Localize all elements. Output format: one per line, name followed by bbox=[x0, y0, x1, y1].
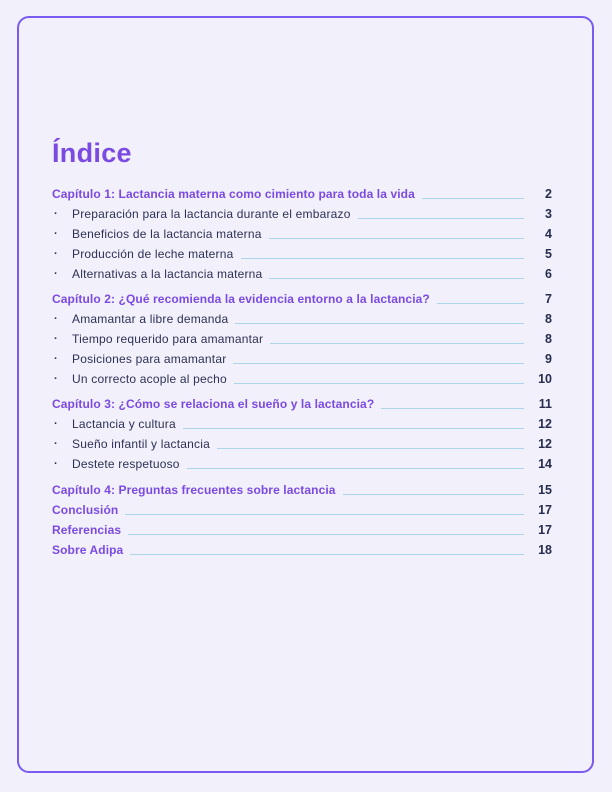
leader-line bbox=[381, 408, 524, 409]
item-label: Lactancia y cultura bbox=[72, 417, 176, 431]
page-number: 17 bbox=[538, 503, 552, 517]
toc-row-item bbox=[52, 264, 552, 284]
item-label: Destete respetuoso bbox=[72, 457, 180, 471]
page-number: 15 bbox=[538, 483, 552, 497]
page-number: 8 bbox=[545, 332, 552, 346]
toc-row-item bbox=[52, 414, 552, 434]
leader-line bbox=[270, 343, 524, 344]
leader-line bbox=[130, 554, 524, 555]
page-number: 10 bbox=[538, 372, 552, 386]
standalone-heading: Referencias bbox=[52, 523, 122, 537]
page-number: 17 bbox=[538, 523, 552, 537]
page-number: 8 bbox=[545, 312, 552, 326]
leader-line bbox=[125, 514, 524, 515]
bullet-icon: · bbox=[54, 458, 58, 470]
item-label: Un correcto acople al pecho bbox=[72, 372, 227, 386]
item-label: Preparación para la lactancia durante el embarazo bbox=[72, 207, 351, 221]
toc-row-standalone bbox=[52, 520, 552, 540]
item-label: Amamantar a libre demanda bbox=[72, 312, 229, 326]
toc-row-item bbox=[52, 204, 552, 224]
toc-row-item bbox=[52, 434, 552, 454]
toc-row-chapter bbox=[52, 289, 552, 309]
leader-line bbox=[343, 494, 524, 495]
page-number: 5 bbox=[545, 247, 552, 261]
leader-line bbox=[187, 468, 524, 469]
leader-line bbox=[269, 238, 524, 239]
leader-line bbox=[233, 363, 524, 364]
bullet-icon: · bbox=[54, 418, 58, 430]
toc-content bbox=[52, 136, 552, 560]
page-number: 14 bbox=[538, 457, 552, 471]
leader-line bbox=[269, 278, 524, 279]
bullet-icon: · bbox=[54, 438, 58, 450]
leader-line bbox=[128, 534, 524, 535]
toc-row-chapter bbox=[52, 394, 552, 414]
toc-row-item bbox=[52, 224, 552, 244]
standalone-heading: Sobre Adipa bbox=[52, 543, 124, 557]
page-number: 2 bbox=[545, 187, 552, 201]
bullet-icon: · bbox=[54, 333, 58, 345]
item-label: Posiciones para amamantar bbox=[72, 352, 227, 366]
toc-row-item bbox=[52, 329, 552, 349]
page-number: 3 bbox=[545, 207, 552, 221]
chapter-heading: Capítulo 2: ¿Qué recomienda la evidencia entorno a la lactancia? bbox=[52, 292, 430, 306]
bullet-icon: · bbox=[54, 268, 58, 280]
item-label: Producción de leche materna bbox=[72, 247, 234, 261]
bullet-icon: · bbox=[54, 248, 58, 260]
page-number: 9 bbox=[545, 352, 552, 366]
page-title: Índice bbox=[52, 138, 132, 168]
leader-line bbox=[241, 258, 525, 259]
page-number: 18 bbox=[538, 543, 552, 557]
chapter-heading: Capítulo 1: Lactancia materna como cimiento para toda la vida bbox=[52, 187, 415, 201]
chapter-heading: Capítulo 4: Preguntas frecuentes sobre lactancia bbox=[52, 483, 336, 497]
toc-row-chapter bbox=[52, 184, 552, 204]
page-number: 12 bbox=[538, 437, 552, 451]
page-number: 6 bbox=[545, 267, 552, 281]
toc-row-item bbox=[52, 309, 552, 329]
toc-row-chapter bbox=[52, 480, 552, 500]
toc-row-item bbox=[52, 454, 552, 474]
page-number: 11 bbox=[538, 397, 552, 411]
leader-line bbox=[358, 218, 524, 219]
bullet-icon: · bbox=[54, 353, 58, 365]
toc-row-item bbox=[52, 369, 552, 389]
bullet-icon: · bbox=[54, 228, 58, 240]
leader-line bbox=[422, 198, 524, 199]
page-number: 7 bbox=[545, 292, 552, 306]
leader-line bbox=[234, 383, 524, 384]
toc-row-item bbox=[52, 349, 552, 369]
toc-row-standalone bbox=[52, 500, 552, 520]
item-label: Alternativas a la lactancia materna bbox=[72, 267, 263, 281]
item-label: Beneficios de la lactancia materna bbox=[72, 227, 262, 241]
item-label: Tiempo requerido para amamantar bbox=[72, 332, 264, 346]
bullet-icon: · bbox=[54, 313, 58, 325]
page-number: 12 bbox=[538, 417, 552, 431]
toc-row-standalone bbox=[52, 540, 552, 560]
chapter-heading: Capítulo 3: ¿Cómo se relaciona el sueño y la lactancia? bbox=[52, 397, 375, 411]
bullet-icon: · bbox=[54, 373, 58, 385]
leader-line bbox=[217, 448, 524, 449]
leader-line bbox=[437, 303, 524, 304]
leader-line bbox=[235, 323, 524, 324]
standalone-heading: Conclusión bbox=[52, 503, 119, 517]
leader-line bbox=[183, 428, 524, 429]
bullet-icon: · bbox=[54, 208, 58, 220]
item-label: Sueño infantil y lactancia bbox=[72, 437, 210, 451]
page-number: 4 bbox=[545, 227, 552, 241]
toc-row-item bbox=[52, 244, 552, 264]
